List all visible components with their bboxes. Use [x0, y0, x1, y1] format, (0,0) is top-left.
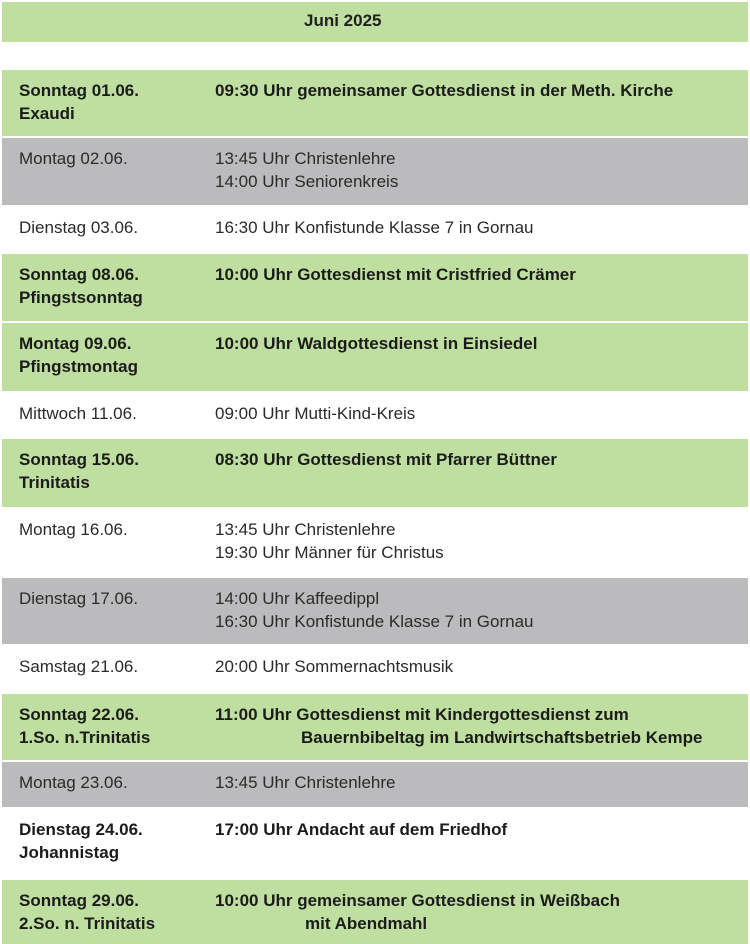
event-details	[215, 771, 745, 794]
event-date: Sonntag 22.06.	[19, 705, 139, 724]
event-details	[215, 818, 745, 841]
event-day	[19, 889, 204, 935]
event-day	[19, 147, 204, 170]
event-date: Montag 09.06.	[19, 334, 132, 353]
event-line: 16:30 Uhr Konfistunde Klasse 7 in Gornau	[215, 218, 534, 237]
event-line: 11:00 Uhr Gottesdienst mit Kindergottesdienst zum	[215, 705, 629, 724]
event-row	[2, 323, 748, 393]
event-line: 17:00 Uhr Andacht auf dem Friedhof	[215, 820, 508, 839]
event-line: 13:45 Uhr Christenlehre	[215, 149, 396, 168]
event-line: 14:00 Uhr Seniorenkreis	[215, 172, 399, 191]
event-details	[215, 332, 745, 355]
event-occasion: 1.So. n.Trinitatis	[19, 728, 151, 747]
event-line: 20:00 Uhr Sommernachtsmusik	[215, 657, 454, 676]
event-date: Samstag 21.06.	[19, 657, 139, 676]
event-row	[2, 393, 748, 439]
event-line: mit Abendmahl	[305, 914, 428, 933]
event-details	[215, 263, 745, 286]
event-day	[19, 771, 204, 794]
event-details	[215, 655, 745, 678]
event-details	[215, 448, 745, 471]
event-date: Dienstag 17.06.	[19, 589, 139, 608]
event-line: 10:00 Uhr Gottesdienst mit Cristfried Crämer	[215, 265, 576, 284]
event-details	[215, 147, 745, 193]
event-row	[2, 762, 748, 809]
event-occasion: 2.So. n. Trinitatis	[19, 914, 156, 933]
event-day	[19, 703, 204, 749]
event-occasion: Pfingstmontag	[19, 357, 138, 376]
event-day	[19, 518, 204, 541]
event-line: 16:30 Uhr Konfistunde Klasse 7 in Gornau	[215, 612, 534, 631]
event-row	[2, 207, 748, 254]
event-line: 10:00 Uhr Waldgottesdienst in Einsiedel	[215, 334, 538, 353]
event-line: Bauernbibeltag im Landwirtschaftsbetrieb Kempe	[301, 728, 703, 747]
event-date: Dienstag 24.06.	[19, 820, 143, 839]
event-row	[2, 439, 748, 509]
event-day	[19, 587, 204, 610]
event-schedule	[2, 70, 748, 944]
event-row	[2, 138, 748, 207]
event-date: Sonntag 15.06.	[19, 450, 139, 469]
event-details	[215, 889, 745, 935]
event-occasion: Exaudi	[19, 104, 75, 123]
event-date: Mittwoch 11.06.	[19, 404, 137, 423]
event-row	[2, 70, 748, 138]
event-date: Dienstag 03.06.	[19, 218, 139, 237]
event-line: 14:00 Uhr Kaffeedippl	[215, 589, 380, 608]
event-day	[19, 448, 204, 494]
event-day	[19, 818, 204, 864]
event-details	[215, 518, 745, 564]
event-date: Sonntag 01.06.	[19, 81, 139, 100]
event-row	[2, 578, 748, 646]
event-date: Sonntag 08.06.	[19, 265, 139, 284]
event-row	[2, 694, 748, 762]
event-row	[2, 646, 748, 694]
event-line: 09:00 Uhr Mutti-Kind-Kreis	[215, 404, 416, 423]
event-details	[215, 79, 745, 102]
event-day	[19, 79, 204, 125]
event-line: 10:00 Uhr gemeinsamer Gottesdienst in Weißbach	[215, 891, 620, 910]
event-line: 08:30 Uhr Gottesdienst mit Pfarrer Büttner	[215, 450, 557, 469]
event-details	[215, 587, 745, 633]
event-occasion: Johannistag	[19, 843, 120, 862]
event-row	[2, 509, 748, 578]
event-row	[2, 254, 748, 323]
event-day	[19, 263, 204, 309]
event-day	[19, 332, 204, 378]
month-title: Juni 2025	[304, 11, 382, 30]
event-details	[215, 402, 745, 425]
event-date: Sonntag 29.06.	[19, 891, 139, 910]
event-line: 13:45 Uhr Christenlehre	[215, 520, 396, 539]
event-day	[19, 216, 204, 239]
event-line: 19:30 Uhr Männer für Christus	[215, 543, 444, 562]
event-occasion: Pfingstsonntag	[19, 288, 143, 307]
month-header	[2, 2, 748, 42]
event-row	[2, 880, 748, 944]
event-row	[2, 809, 748, 880]
event-day	[19, 402, 204, 425]
event-details	[215, 216, 745, 239]
event-day	[19, 655, 204, 678]
event-date: Montag 16.06.	[19, 520, 128, 539]
event-date: Montag 02.06.	[19, 149, 128, 168]
event-line: 13:45 Uhr Christenlehre	[215, 773, 396, 792]
event-date: Montag 23.06.	[19, 773, 128, 792]
event-details	[215, 703, 745, 749]
event-occasion: Trinitatis	[19, 473, 90, 492]
event-line: 09:30 Uhr gemeinsamer Gottesdienst in der Meth. Kirche	[215, 81, 674, 100]
